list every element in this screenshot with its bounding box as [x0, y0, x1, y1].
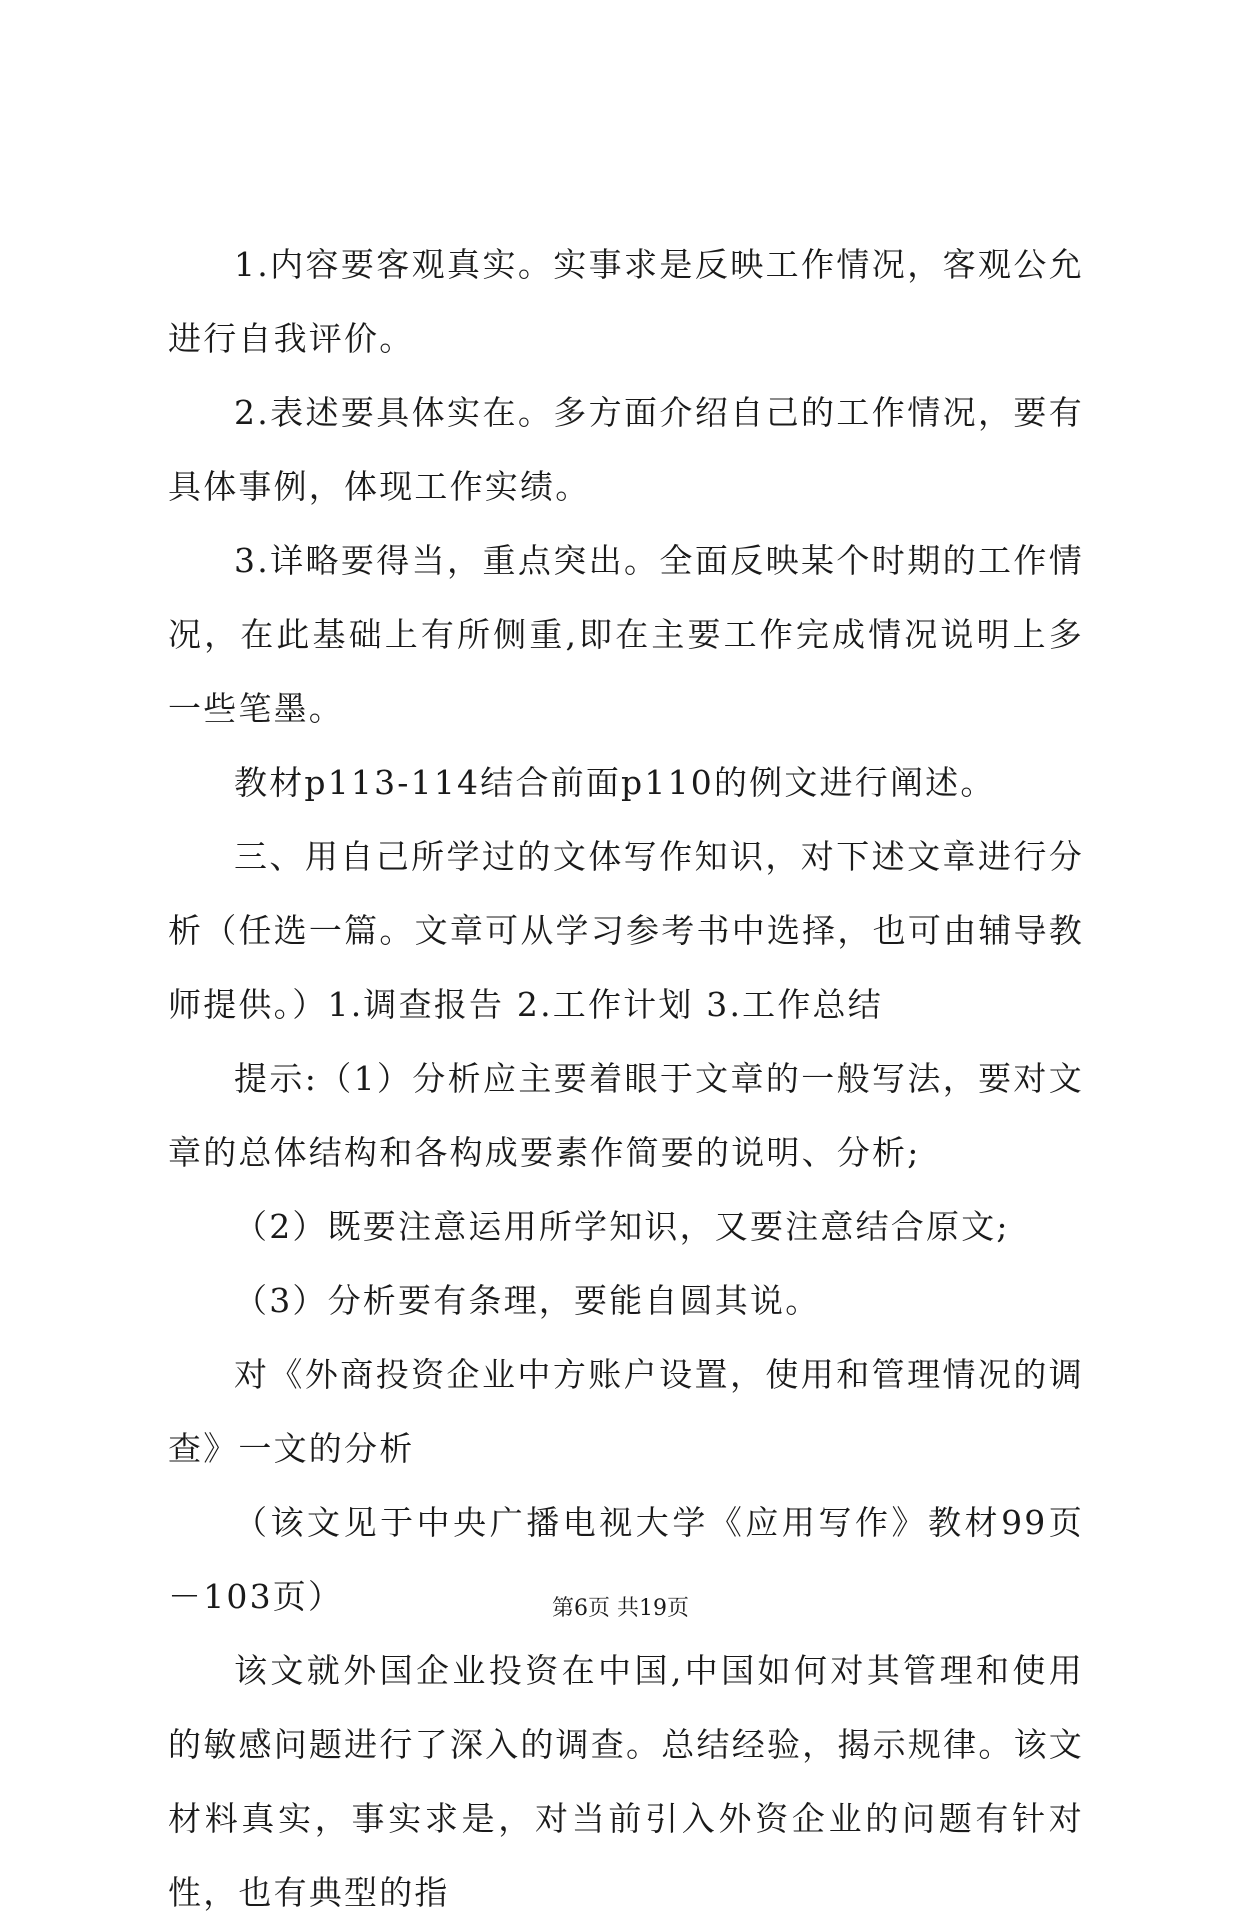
- paragraph-hint-item-2: （2）既要注意运用所学知识，又要注意结合原文;: [234, 1207, 1010, 1246]
- page-number-footer: 第6页 共19页: [552, 1596, 689, 1621]
- paragraph-hint: 提示:（1）分析应主要着眼于文章的一般写法，要对文章的总体结构和各构成要素作简要的说明、分析;: [168, 1059, 1084, 1172]
- paragraph-analysis-title: 对《外商投资企业中方账户设置，使用和管理情况的调查》一文的分析: [168, 1355, 1084, 1468]
- paragraph-objective-content: 1.内容要客观真实。实事求是反映工作情况，客观公允进行自我评价。: [168, 245, 1084, 358]
- paragraph-analysis-body: 该文就外国企业投资在中国,中国如何对其管理和使用的敏感问题进行了深入的调查。总结经验，揭示规律。该文材料真实，事实求是，对当前引入外资企业的问题有针对性，也有典型的指: [168, 1651, 1084, 1912]
- paragraph-source-note: （该文见于中央广播电视大学《应用写作》教材99页－103页）: [168, 1503, 1084, 1616]
- paragraph-specific-expression: 2.表述要具体实在。多方面介绍自己的工作情况，要有具体事例，体现工作实绩。: [168, 393, 1084, 506]
- paragraph-hint-item-3: （3）分析要有条理，要能自圆其说。: [234, 1281, 821, 1320]
- document-body: [168, 228, 1084, 1930]
- paragraph-section-three: 三、用自己所学过的文体写作知识，对下述文章进行分析（任选一篇。文章可从学习参考书中选择，也可由辅导教师提供。）1.调查报告 2.工作计划 3.工作总结: [168, 837, 1084, 1024]
- paragraph-emphasis: 3.详略要得当，重点突出。全面反映某个时期的工作情况，在此基础上有所侧重,即在主要工作完成情况说明上多一些笔墨。: [168, 541, 1084, 728]
- paragraph-textbook-reference: 教材p113-114结合前面p110的例文进行阐述。: [234, 763, 996, 802]
